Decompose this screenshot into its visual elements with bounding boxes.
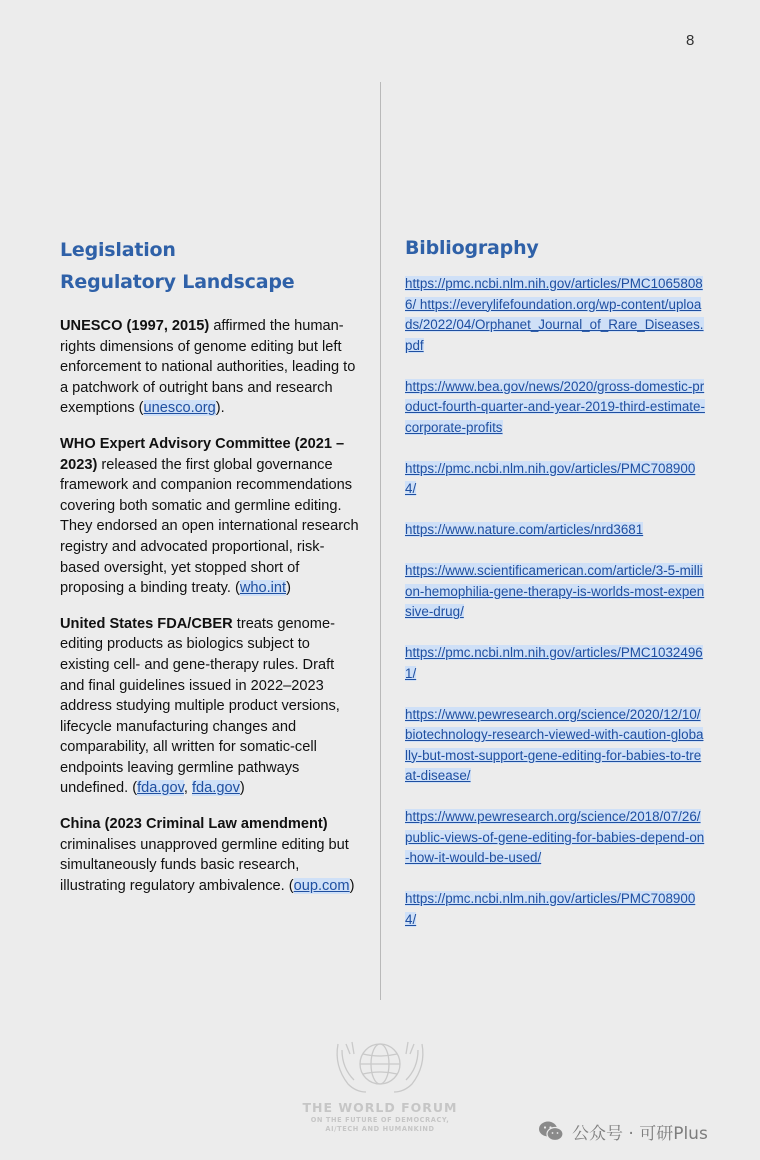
bibliography-heading: Bibliography	[405, 237, 539, 259]
bibliography-item[interactable]: https://www.pewresearch.org/science/2020/12/10/biotechnology-research-viewed-with-caution-globally-but-most-support-gene-editing-for-babies-to-treat-disease/	[405, 706, 704, 783]
bibliography-item[interactable]: https://www.scientificamerican.com/article/3-5-million-hemophilia-gene-therapy-is-worlds-most-expensive-drug/	[405, 563, 705, 619]
bibliography-item[interactable]: https://www.nature.com/articles/nrd3681	[405, 522, 644, 537]
page-number: 8	[686, 32, 695, 49]
fda-separator: ,	[183, 780, 192, 797]
china-bold: China (2023 Criminal Law amendment)	[60, 816, 328, 833]
watermark-text: 公众号 · 可研Plus	[572, 1123, 708, 1144]
fda-bold: United States FDA/CBER	[60, 615, 233, 632]
legislation-heading-block	[60, 234, 360, 298]
who-paragraph	[60, 434, 360, 599]
unesco-paragraph	[60, 316, 360, 419]
logo-title: THE WORLD FORUM	[302, 1100, 458, 1115]
bibliography-item[interactable]: https://pmc.ncbi.nlm.nih.gov/articles/PMC10658086/ https://everylifefoundation.org/wp-content/uploads/2022/04/Orphanet_Journal_of_Rare_Diseases.pdf	[405, 276, 704, 353]
bibliography-item[interactable]: https://pmc.ncbi.nlm.nih.gov/articles/PMC10324961/	[405, 645, 703, 681]
china-end: )	[349, 877, 355, 894]
globe-hands-icon	[290, 1036, 470, 1098]
who-link[interactable]: who.int	[239, 580, 287, 597]
world-forum-logo	[290, 1036, 470, 1146]
bibliography-list	[405, 274, 705, 930]
bibliography-item[interactable]: https://pmc.ncbi.nlm.nih.gov/articles/PMC7089004/	[405, 460, 696, 496]
bibliography-item[interactable]: https://pmc.ncbi.nlm.nih.gov/articles/PMC7089004/	[405, 891, 696, 927]
bibliography-column	[405, 232, 705, 951]
legislation-column	[60, 234, 360, 911]
bibliography-item[interactable]: https://www.bea.gov/news/2020/gross-domestic-product-fourth-quarter-and-year-2019-third-estimate-corporate-profits	[405, 378, 705, 435]
regulatory-landscape-heading: Regulatory Landscape	[60, 271, 295, 293]
china-text: criminalises unapproved germline editing but simultaneously funds basic research, illustrating regulatory ambivalence. (	[60, 836, 349, 894]
fda-link-1[interactable]: fda.gov	[137, 780, 184, 797]
logo-subtitle-line-2: AI/TECH AND HUMANKIND	[325, 1125, 435, 1133]
who-bold: WHO Expert Advisory Committee (2021 – 2023)	[60, 435, 345, 473]
legislation-heading: Legislation	[60, 239, 176, 261]
column-divider	[380, 82, 381, 1000]
unesco-bold: UNESCO (1997, 2015)	[60, 318, 210, 334]
bibliography-item[interactable]: https://www.pewresearch.org/science/2018/07/26/public-views-of-gene-editing-for-babies-depend-on-how-it-would-be-used/	[405, 809, 705, 865]
logo-subtitle-line-1: ON THE FUTURE OF DEMOCRACY,	[310, 1116, 450, 1124]
fda-paragraph	[60, 614, 360, 799]
china-paragraph	[60, 814, 360, 896]
unesco-link[interactable]: unesco.org	[143, 400, 216, 417]
fda-end: )	[239, 780, 245, 797]
china-link[interactable]: oup.com	[293, 877, 350, 894]
who-text: released the first global governance framework and companion recommendations covering both somatic and germline editing. They endorsed an open international research registry and advocated proportional, risk-based oversight, yet stopped short of proposing a binding treaty. (	[60, 456, 359, 597]
fda-text: treats genome-editing products as biologics subject to existing cell- and gene-therapy rules. Draft and final guidelines issued in 2022–2023 address studying multiple product versions, lifecycle manufacturing changes and comparability, all written for somatic-cell endpoints leaving germline pathways undefined. (	[60, 615, 340, 797]
unesco-text: affirmed the human-rights dimensions of genome editing but left enforcement to national authorities, leading to a patchwork of outright bans and research exemptions (	[60, 318, 356, 417]
wechat-watermark	[538, 1118, 708, 1144]
unesco-end: ).	[215, 400, 225, 417]
wechat-icon	[538, 1120, 564, 1142]
fda-link-2[interactable]: fda.gov	[192, 780, 240, 797]
who-end: )	[286, 580, 291, 597]
